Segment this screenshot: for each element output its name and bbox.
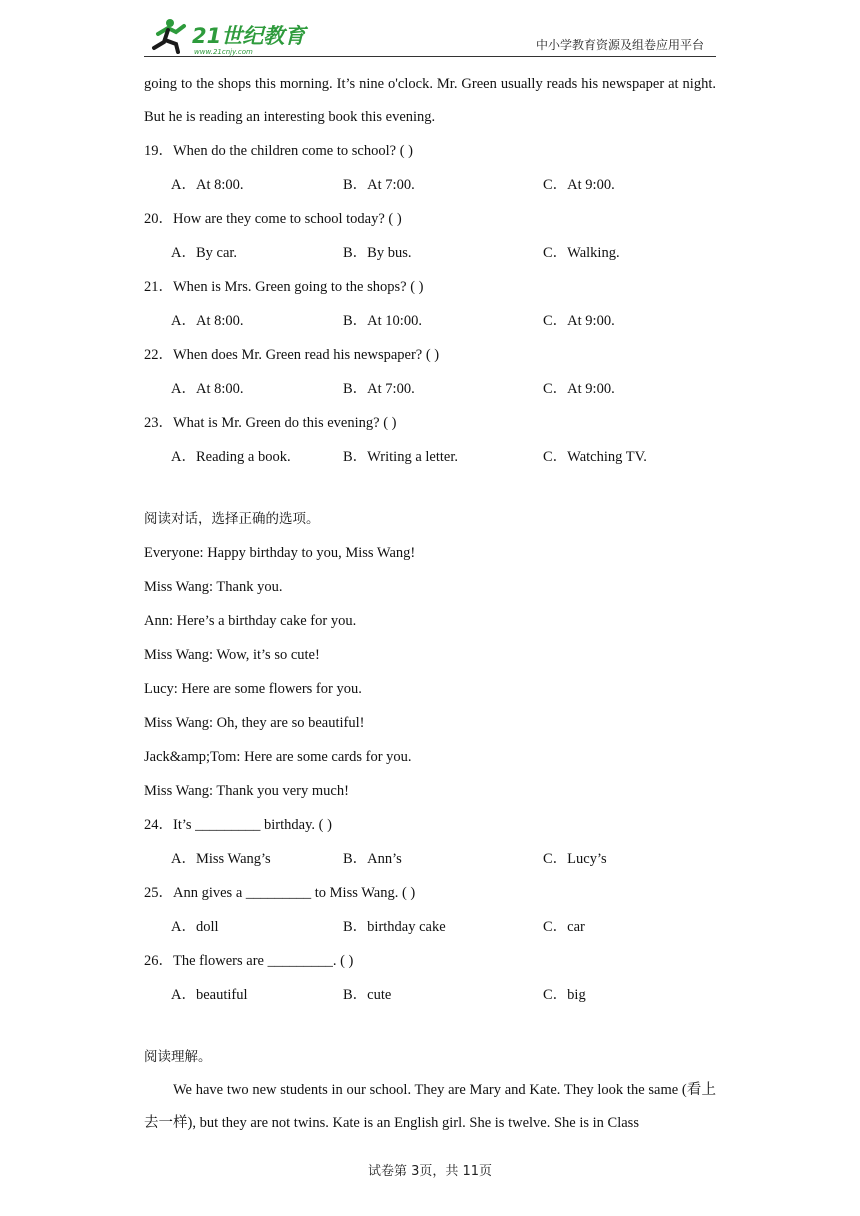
option-a: A．At 8:00.	[171, 177, 244, 193]
question-text: 25．Ann gives a _________ to Miss Wang. ( )	[144, 885, 416, 901]
question-22	[144, 338, 716, 406]
passage1-tail: going to the shops this morning. It’s nine o'clock. Mr. Green usually reads his newspaper at night. But he is reading an interesting book this evening.	[144, 76, 716, 125]
options	[144, 440, 716, 474]
page-header	[144, 14, 716, 57]
reading-passage: We have two new students in our school. They are Mary and Kate. They look the same (看上去一样), but they are not twins. Kate is an English girl. She is twelve. She is in Class	[144, 1082, 716, 1131]
options	[144, 372, 716, 406]
section-gap	[144, 1012, 716, 1040]
option-b: B．At 7:00.	[343, 177, 415, 193]
question-text: 22．When does Mr. Green read his newspaper? ( )	[144, 347, 440, 363]
section-dialogue	[144, 502, 716, 1012]
question-25	[144, 876, 716, 944]
platform-name: 中小学教育资源及组卷应用平台	[535, 38, 704, 52]
dialogue-line: Miss Wang: Thank you very much!	[144, 783, 349, 799]
logo-text: 21世纪教育	[192, 24, 306, 48]
option-b: B．Ann’s	[343, 851, 402, 867]
option-a: A．At 8:00.	[171, 381, 244, 397]
question-text: 21．When is Mrs. Green going to the shops? ( )	[144, 279, 424, 295]
logo-21cnjy	[148, 16, 318, 56]
options	[144, 304, 716, 338]
page-footer: 试卷第 3页，共 11页	[367, 1164, 493, 1179]
option-c: C．Watching TV.	[543, 449, 647, 465]
question-text: 24．It’s _________ birthday. ( )	[144, 817, 332, 833]
option-b: B．cute	[343, 987, 392, 1003]
option-a: A．Miss Wang’s	[171, 851, 271, 867]
section-reading	[144, 1040, 716, 1140]
dialogue-line: Everyone: Happy birthday to you, Miss Wang!	[144, 545, 416, 561]
option-c: C．car	[543, 919, 585, 935]
question-text: 23．What is Mr. Green do this evening? ( )	[144, 415, 397, 431]
option-c: C．Lucy’s	[543, 851, 607, 867]
option-a: A．doll	[171, 919, 219, 935]
question-20	[144, 202, 716, 270]
option-c: C．big	[543, 987, 586, 1003]
exam-content	[144, 68, 716, 1140]
option-b: B．At 10:00.	[343, 313, 422, 329]
dialogue-line: Miss Wang: Oh, they are so beautiful!	[144, 715, 365, 731]
option-c: C．At 9:00.	[543, 177, 615, 193]
question-26	[144, 944, 716, 1012]
question-24	[144, 808, 716, 876]
options	[144, 842, 716, 876]
option-c: C．Walking.	[543, 245, 620, 261]
question-text: 19．When do the children come to school? ( )	[144, 143, 413, 159]
dialogue-line: Miss Wang: Wow, it’s so cute!	[144, 647, 320, 663]
question-group-19-23	[144, 134, 716, 474]
question-21	[144, 270, 716, 338]
option-a: A．At 8:00.	[171, 313, 244, 329]
option-b: B．At 7:00.	[343, 381, 415, 397]
runner-icon	[154, 19, 184, 52]
option-c: C．At 9:00.	[543, 313, 615, 329]
question-19	[144, 134, 716, 202]
dialogue-line: Lucy: Here are some flowers for you.	[144, 681, 362, 697]
section-instruction: 阅读对话，选择正确的选项。	[144, 511, 320, 527]
dialogue-line: Jack&amp;Tom: Here are some cards for you.	[144, 749, 412, 765]
question-23	[144, 406, 716, 474]
logo-subtext: www.21cnjy.com	[194, 48, 253, 56]
question-text: 20．How are they come to school today? ( )	[144, 211, 402, 227]
dialogue-line: Ann: Here’s a birthday cake for you.	[144, 613, 357, 629]
option-c: C．At 9:00.	[543, 381, 615, 397]
section-instruction: 阅读理解。	[144, 1049, 212, 1065]
options	[144, 168, 716, 202]
option-a: A．Reading a book.	[171, 449, 291, 465]
option-b: B．birthday cake	[343, 919, 446, 935]
option-b: B．By bus.	[343, 245, 412, 261]
options	[144, 236, 716, 270]
options	[144, 910, 716, 944]
option-a: A．beautiful	[171, 987, 248, 1003]
dialogue-line: Miss Wang: Thank you.	[144, 579, 283, 595]
question-text: 26．The flowers are _________. ( )	[144, 953, 354, 969]
options	[144, 978, 716, 1012]
option-a: A．By car.	[171, 245, 238, 261]
option-b: B．Writing a letter.	[343, 449, 458, 465]
section-gap	[144, 474, 716, 502]
